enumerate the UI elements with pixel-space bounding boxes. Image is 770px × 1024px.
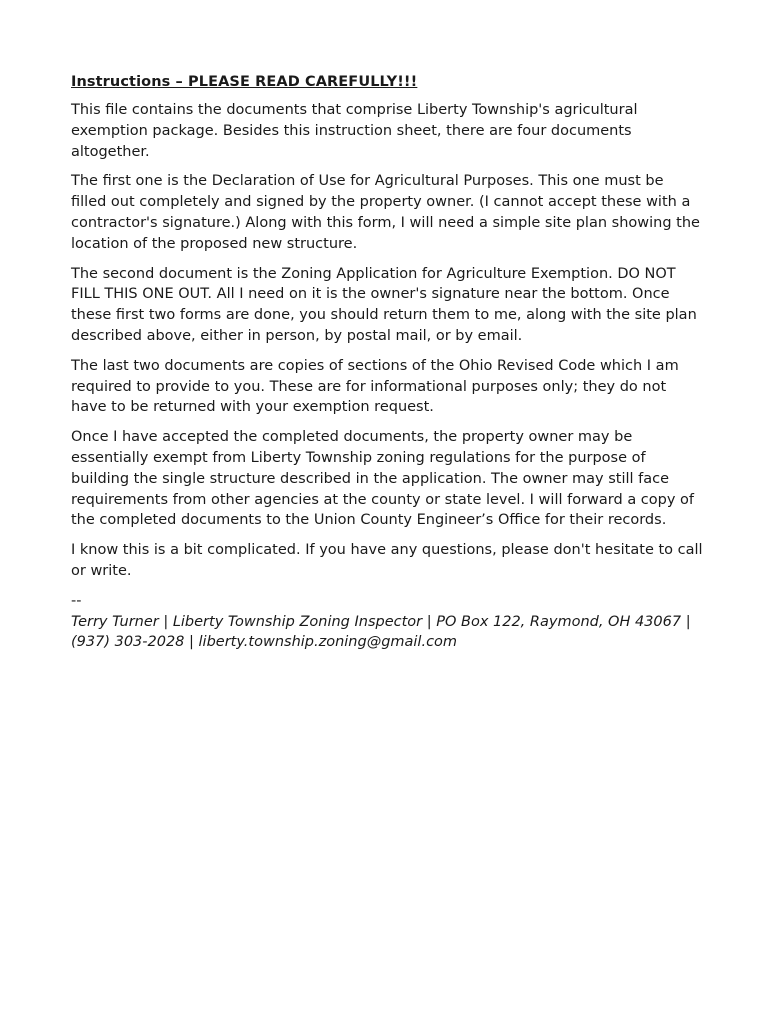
signature-separator: -- (71, 592, 82, 609)
paragraph-ohio-revised-code: The last two documents are copies of sections of the Ohio Revised Code which I am required to provide to you. These are for informational purposes only; they do not have to be returned with your exemption request. (71, 357, 679, 416)
paragraph-questions: I know this is a bit complicated. If you have any questions, please don't hesitate to call or write. (71, 542, 703, 579)
document-heading: Instructions – PLEASE READ CAREFULLY!!! (71, 74, 418, 90)
paragraph-zoning-application: The second document is the Zoning Application for Agriculture Exemption. DO NOT FILL THIS ONE OUT. All I need on it is the owner's signature near the bottom. Once these first two forms are done, you should return them to me, along with the site plan described above, either in person, by postal mail, or by email. (71, 265, 697, 344)
paragraph-declaration-of-use: The first one is the Declaration of Use for Agricultural Purposes. This one must be filled out completely and signed by the property owner. (I cannot accept these with a contractor's signature.) Along with this form, I will need a simple site plan showing the location of the proposed new structure. (71, 173, 700, 252)
signature-block: Terry Turner | Liberty Township Zoning Inspector | PO Box 122, Raymond, OH 43067 | (937) 303-2028 | liberty.township.zoning@gmail.com (71, 613, 691, 651)
paragraph-exemption-outcome: Once I have accepted the completed documents, the property owner may be essentially exempt from Liberty Township zoning regulations for the purpose of building the single structure described in the application. The owner may still face requirements from other agencies at the county or state level. I will forward a copy of the completed documents to the Union County Engineer’s Office for their records. (71, 429, 695, 529)
paragraph-package-overview: This file contains the documents that comprise Liberty Township's agricultural exemption package. Besides this instruction sheet, there are four documents altogether. (71, 102, 638, 160)
instruction-sheet (71, 72, 703, 653)
